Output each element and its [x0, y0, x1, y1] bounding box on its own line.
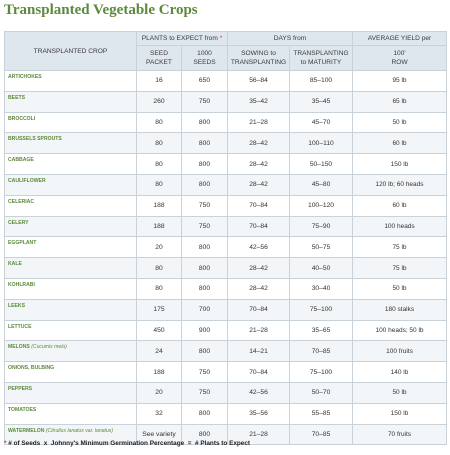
maturity-days-cell: 70–85	[290, 341, 353, 362]
seeds-1000-cell: 800	[182, 237, 228, 258]
crop-name-cell	[5, 278, 137, 299]
seeds-1000-cell: 750	[182, 382, 228, 403]
sowing-days-cell: 21–28	[228, 320, 290, 341]
crop-name: BEETS	[8, 94, 25, 101]
seeds-1000-cell: 750	[182, 195, 228, 216]
seeds-1000-cell: 750	[182, 216, 228, 237]
header-transplanting	[290, 46, 353, 71]
yield-cell: 150 lb	[353, 403, 447, 424]
crop-name: TOMATOES	[8, 406, 37, 413]
seed-packet-cell: See variety	[137, 424, 182, 445]
header-1000-seeds-text: 1000 SEEDS	[193, 50, 216, 66]
yield-cell: 50 lb	[353, 382, 447, 403]
sowing-days-cell: 70–84	[228, 216, 290, 237]
seeds-1000-cell: 800	[182, 278, 228, 299]
yield-cell: 50 lb	[353, 278, 447, 299]
yield-cell: 180 stalks	[353, 299, 447, 320]
sowing-days-cell: 70–84	[228, 195, 290, 216]
crop-name: CELERIAC	[8, 198, 35, 205]
crop-name: MELONS	[8, 344, 30, 351]
header-sowing	[228, 46, 290, 71]
seed-packet-cell: 80	[137, 133, 182, 154]
seeds-1000-cell: 700	[182, 299, 228, 320]
table-row	[5, 91, 447, 112]
crop-name-cell	[5, 237, 137, 258]
maturity-days-cell: 50–75	[290, 237, 353, 258]
yield-cell: 60 lb	[353, 195, 447, 216]
sowing-days-cell: 28–42	[228, 174, 290, 195]
table-row	[5, 71, 447, 92]
table-row	[5, 278, 447, 299]
crop-name: CAULIFLOWER	[8, 177, 46, 184]
maturity-days-cell: 75–100	[290, 362, 353, 383]
seeds-1000-cell: 800	[182, 154, 228, 175]
table-row	[5, 237, 447, 258]
sowing-days-cell: 35–56	[228, 403, 290, 424]
table-row	[5, 403, 447, 424]
table-row	[5, 195, 447, 216]
seeds-1000-cell: 750	[182, 91, 228, 112]
sowing-days-cell: 21–28	[228, 424, 290, 445]
sowing-days-cell: 28–42	[228, 258, 290, 279]
crop-name-cell	[5, 299, 137, 320]
header-plants-group	[137, 32, 228, 46]
seeds-1000-cell: 800	[182, 258, 228, 279]
crop-name: KOHLRABI	[8, 281, 35, 288]
sowing-days-cell: 14–21	[228, 341, 290, 362]
footnote-asterisk: *	[4, 440, 7, 447]
crop-name: CELERY	[8, 219, 29, 226]
yield-cell: 75 lb	[353, 258, 447, 279]
maturity-days-cell: 100–110	[290, 133, 353, 154]
seeds-1000-cell: 650	[182, 71, 228, 92]
table-row	[5, 299, 447, 320]
crop-name-cell	[5, 174, 137, 195]
seeds-1000-cell: 800	[182, 174, 228, 195]
seed-packet-cell: 80	[137, 278, 182, 299]
table-row	[5, 382, 447, 403]
crop-name: PEPPERS	[8, 385, 33, 392]
crop-name-cell	[5, 258, 137, 279]
crop-name: ONIONS, BULBING	[8, 365, 55, 372]
sowing-days-cell: 70–84	[228, 362, 290, 383]
yield-cell: 65 lb	[353, 91, 447, 112]
maturity-days-cell: 40–50	[290, 258, 353, 279]
seed-packet-cell: 24	[137, 341, 182, 362]
table-row	[5, 258, 447, 279]
seed-packet-cell: 80	[137, 154, 182, 175]
sowing-days-cell: 35–42	[228, 91, 290, 112]
sowing-days-cell: 28–42	[228, 278, 290, 299]
footnote-text: # of Seeds x Johnny's Minimum Germination Percentage = # Plants to Expect	[6, 440, 251, 447]
header-1000-seeds	[182, 46, 228, 71]
header-seed-packet-text: SEED PACKET	[146, 50, 172, 66]
maturity-days-cell: 35–65	[290, 320, 353, 341]
table-row	[5, 112, 447, 133]
seed-packet-cell: 20	[137, 382, 182, 403]
yield-cell: 100 heads	[353, 216, 447, 237]
maturity-days-cell: 75–90	[290, 216, 353, 237]
crop-name: ARTICHOKES	[8, 74, 42, 80]
yield-cell: 140 lb	[353, 362, 447, 383]
crop-scientific-name: (Citrullus lanatus var. lanatus)	[45, 427, 114, 434]
crop-scientific-name: (Cucumis melo)	[31, 344, 67, 351]
yield-cell: 50 lb	[353, 112, 447, 133]
sowing-days-cell: 42–56	[228, 237, 290, 258]
table-row	[5, 174, 447, 195]
seed-packet-cell: 188	[137, 216, 182, 237]
maturity-days-cell: 30–40	[290, 278, 353, 299]
table-body	[5, 71, 447, 445]
sowing-days-cell: 70–84	[228, 299, 290, 320]
maturity-days-cell: 100–120	[290, 195, 353, 216]
seeds-1000-cell: 750	[182, 362, 228, 383]
header-asterisk: *	[219, 35, 223, 42]
sowing-days-cell: 56–84	[228, 71, 290, 92]
seed-packet-cell: 80	[137, 174, 182, 195]
crop-name-cell	[5, 341, 137, 362]
maturity-days-cell: 75–100	[290, 299, 353, 320]
yield-cell: 120 lb; 60 heads	[353, 174, 447, 195]
crop-table	[4, 31, 447, 445]
seed-packet-cell: 450	[137, 320, 182, 341]
seed-packet-cell: 32	[137, 403, 182, 424]
maturity-days-cell: 50–150	[290, 154, 353, 175]
maturity-days-cell: 45–80	[290, 174, 353, 195]
table-row	[5, 341, 447, 362]
crop-name-cell	[5, 154, 137, 175]
seed-packet-cell: 175	[137, 299, 182, 320]
sowing-days-cell: 28–42	[228, 133, 290, 154]
maturity-days-cell: 50–70	[290, 382, 353, 403]
maturity-days-cell: 70–85	[290, 424, 353, 445]
yield-cell: 70 fruits	[353, 424, 447, 445]
seed-packet-cell: 80	[137, 112, 182, 133]
yield-cell: 100 fruits	[353, 341, 447, 362]
footnote	[4, 440, 250, 447]
seed-packet-cell: 16	[137, 71, 182, 92]
header-seed-packet	[137, 46, 182, 71]
seeds-1000-cell: 800	[182, 112, 228, 133]
maturity-days-cell: 55–85	[290, 403, 353, 424]
crop-name: LEEKS	[8, 302, 25, 309]
crop-name-cell	[5, 216, 137, 237]
seeds-1000-cell: 800	[182, 341, 228, 362]
crop-name: BRUSSELS SPROUTS	[8, 136, 62, 143]
header-row	[353, 46, 447, 71]
crop-name: WATERMELON	[8, 427, 45, 434]
crop-name: CABBAGE	[8, 157, 34, 164]
header-sowing-text: SOWING to TRANSPLANTING	[230, 50, 287, 66]
yield-cell: 150 lb	[353, 154, 447, 175]
yield-cell: 60 lb	[353, 133, 447, 154]
maturity-days-cell: 85–100	[290, 71, 353, 92]
maturity-days-cell: 35–45	[290, 91, 353, 112]
header-row-text: 100' ROW	[391, 50, 408, 66]
table-row	[5, 154, 447, 175]
seed-packet-cell: 188	[137, 195, 182, 216]
table-row	[5, 320, 447, 341]
crop-name: BROCCOLI	[8, 115, 36, 122]
table-header	[5, 32, 447, 71]
crop-name-cell	[5, 320, 137, 341]
header-plants-label: PLANTS to EXPECT from	[141, 35, 218, 42]
seeds-1000-cell: 800	[182, 424, 228, 445]
crop-name-cell	[5, 403, 137, 424]
sowing-days-cell: 21–28	[228, 112, 290, 133]
crop-name: EGGPLANT	[8, 240, 37, 247]
header-transplanting-text: TRANSPLANTING to MATURITY	[293, 50, 349, 66]
crop-name-cell	[5, 91, 137, 112]
crop-name: LETTUCE	[8, 323, 32, 330]
header-days-group: DAYS from	[228, 32, 353, 46]
crop-name-cell	[5, 133, 137, 154]
header-yield-group: AVERAGE YIELD per	[353, 32, 447, 46]
header-crop: TRANSPLANTED CROP	[5, 32, 137, 71]
seeds-1000-cell: 800	[182, 133, 228, 154]
crop-name-cell	[5, 71, 137, 92]
sowing-days-cell: 42–56	[228, 382, 290, 403]
crop-name-cell	[5, 382, 137, 403]
seed-packet-cell: 260	[137, 91, 182, 112]
crop-name-cell	[5, 362, 137, 383]
yield-cell: 100 heads; 50 lb	[353, 320, 447, 341]
table-row	[5, 216, 447, 237]
seed-packet-cell: 80	[137, 258, 182, 279]
page-title: Transplanted Vegetable Crops	[4, 2, 198, 18]
seed-packet-cell: 20	[137, 237, 182, 258]
table-row	[5, 133, 447, 154]
maturity-days-cell: 45–70	[290, 112, 353, 133]
crop-name: KALE	[8, 261, 22, 268]
sowing-days-cell: 28–42	[228, 154, 290, 175]
seeds-1000-cell: 800	[182, 403, 228, 424]
crop-name-cell	[5, 195, 137, 216]
seeds-1000-cell: 900	[182, 320, 228, 341]
seed-packet-cell: 188	[137, 362, 182, 383]
yield-cell: 95 lb	[353, 71, 447, 92]
yield-cell: 75 lb	[353, 237, 447, 258]
crop-name-cell	[5, 112, 137, 133]
table-row	[5, 362, 447, 383]
